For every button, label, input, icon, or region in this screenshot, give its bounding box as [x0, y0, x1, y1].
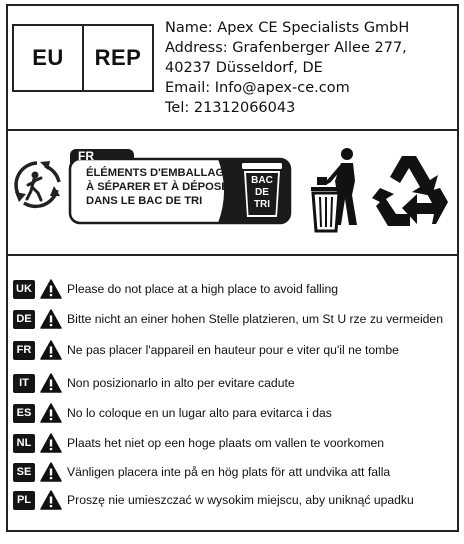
eu-rep-box: [12, 24, 154, 92]
warning-text: Vänligen placera inte på en hög plats för att undvika att falla: [67, 465, 391, 479]
rep-tel: Tel: 21312066043: [165, 100, 296, 116]
warning-triangle-icon: [40, 309, 62, 329]
bin-line-2: DE: [255, 187, 269, 198]
badge-line-1: ÉLÉMENTS D'EMBALLAGE: [86, 167, 232, 179]
warning-triangle-icon: [40, 279, 62, 299]
section-divider-bottom: [8, 254, 457, 256]
warning-row: [13, 278, 338, 300]
warning-row: [13, 402, 332, 424]
badge-text: [86, 166, 237, 208]
language-code-badge: DE: [13, 310, 35, 329]
warning-triangle-icon: [40, 403, 62, 423]
language-code-badge: ES: [13, 404, 35, 423]
rep-email: Email: Info@apex-ce.com: [165, 80, 350, 96]
bin-line-1: BAC: [251, 175, 273, 186]
representative-contact: [165, 18, 455, 118]
warning-row: [13, 461, 390, 483]
bin-label: [248, 175, 276, 211]
bin-line-3: TRI: [253, 199, 271, 210]
warning-text: Non posizionarlo in alto per evitare cadute: [67, 376, 295, 390]
rep-address-line2: 40237 Düsseldorf, DE: [165, 60, 323, 76]
language-code-badge: PL: [13, 491, 35, 510]
warning-triangle-icon: [40, 340, 62, 360]
warning-text: Plaats het niet op een hoge plaats om vallen te voorkomen: [67, 436, 385, 450]
warning-text: Proszę nie umieszczać w wysokim miejscu, aby uniknąć upadku: [67, 493, 414, 507]
rep-address-line1: Address: Grafenberger Allee 277,: [165, 40, 407, 56]
language-code-badge: NL: [13, 434, 35, 453]
warning-row: [13, 308, 443, 330]
warning-text: Ne pas placer l'appareil en hauteur pour e viter qu'il ne tombe: [67, 343, 399, 357]
eu-rep-right: REP: [82, 26, 152, 90]
triman-icon: [10, 158, 64, 212]
badge-lang-code: FR: [78, 149, 94, 163]
language-code-badge: FR: [13, 341, 35, 360]
recycle-icon: [372, 152, 452, 232]
eu-rep-left: EU: [32, 45, 64, 70]
warning-row: [13, 372, 295, 394]
warning-row: [13, 432, 384, 454]
warning-text: Bitte nicht an einer hohen Stelle platzieren, um St U rze zu vermeiden: [67, 312, 443, 326]
language-code-badge: IT: [13, 374, 35, 393]
warning-triangle-icon: [40, 462, 62, 482]
warning-triangle-icon: [40, 433, 62, 453]
badge-line-3: DANS LE BAC DE TRI: [86, 195, 203, 207]
tidyman-icon: [305, 147, 369, 233]
rep-name: Name: Apex CE Specialists GmbH: [165, 20, 410, 36]
section-divider-top: [8, 129, 457, 131]
badge-line-2: À SÉPARER ET À DÉPOSER: [86, 181, 237, 193]
label-frame: [6, 4, 459, 532]
warning-row: [13, 339, 399, 361]
warning-text: No lo coloque en un lugar alto para evitarca i das: [67, 406, 332, 420]
warning-triangle-icon: [40, 373, 62, 393]
language-code-badge: SE: [13, 463, 35, 482]
language-code-badge: UK: [13, 280, 35, 299]
warning-row: [13, 489, 414, 511]
warning-triangle-icon: [40, 490, 62, 510]
warning-text: Please do not place at a high place to avoid falling: [67, 282, 339, 296]
